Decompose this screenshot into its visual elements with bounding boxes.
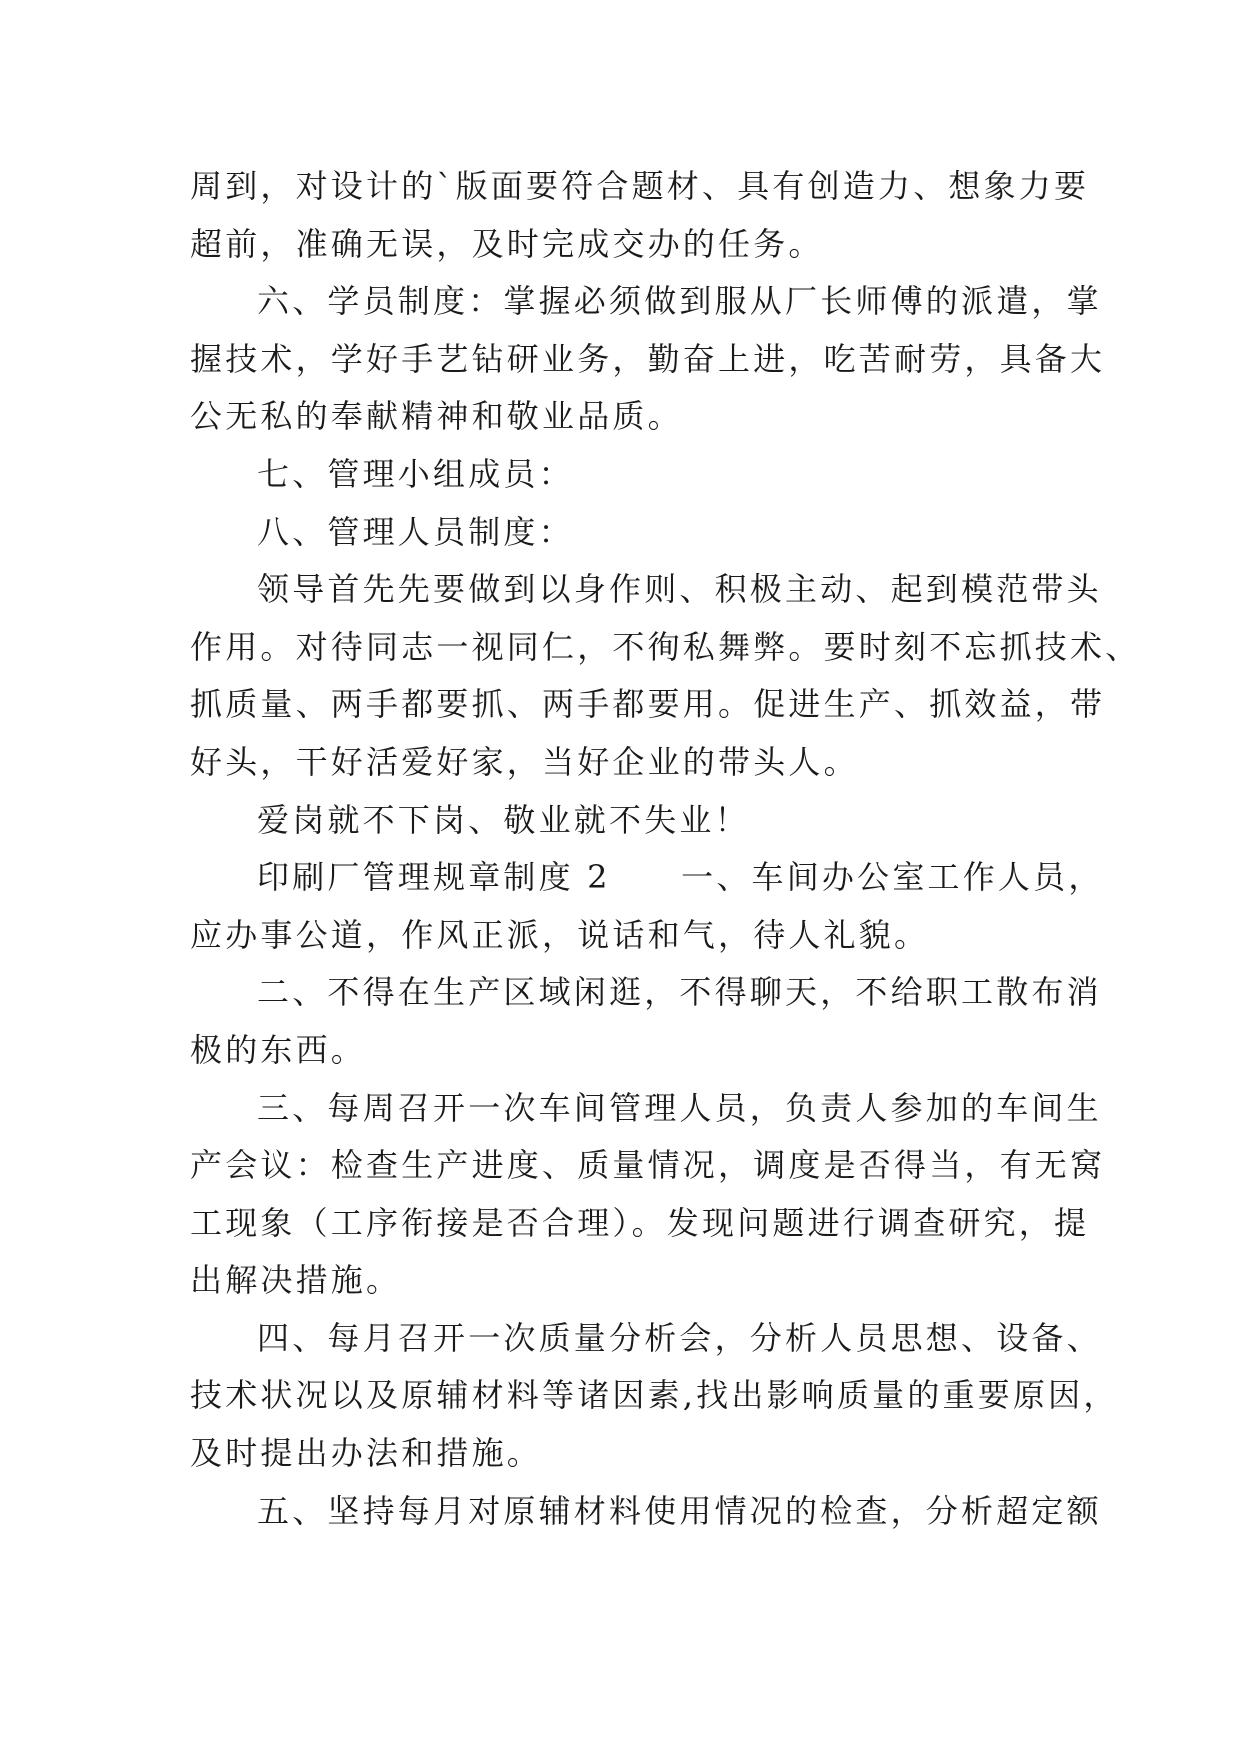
text-line: 工现象（工序衔接是否合理）。发现问题进行调查研究，提 <box>190 1203 1090 1242</box>
document-body <box>190 158 1141 1540</box>
text-line: 七、管理小组成员： <box>257 454 574 493</box>
paragraph <box>190 849 1104 964</box>
text-line: 好头，干好活爱好家，当好企业的带头人。 <box>190 742 859 781</box>
text-line: 公无私的奉献精神和敬业品质。 <box>190 397 683 436</box>
paragraph <box>190 158 1090 273</box>
text-line: 抓质量、两手都要抓、两手都要用。促进生产、抓效益，带 <box>190 685 1106 724</box>
text-line: 出解决措施。 <box>190 1261 402 1300</box>
paragraph <box>190 446 1070 504</box>
paragraph <box>190 792 1070 850</box>
text-line: 技术状况以及原辅材料等诸因素,找出影响质量的重要原因， <box>190 1376 1119 1415</box>
text-line: 握技术，学好手艺钻研业务，勤奋上进，吃苦耐劳，具备大 <box>190 339 1106 378</box>
paragraph <box>190 1483 1102 1541</box>
text-line: 产会议：检查生产进度、质量情况，调度是否得当，有无窝 <box>190 1146 1106 1185</box>
text-line: 印刷厂管理规章制度 2 一、车间办公室工作人员， <box>257 858 1104 897</box>
text-line: 五、坚持每月对原辅材料使用情况的检查，分析超定额 <box>257 1491 1102 1530</box>
text-line: 超前，准确无误，及时完成交办的任务。 <box>190 224 824 263</box>
paragraph <box>190 504 1070 562</box>
text-line: 周到，对设计的`版面要符合题材、具有创造力、想象力要 <box>190 167 1090 205</box>
paragraph <box>190 273 1106 446</box>
text-line: 爱岗就不下岗、敬业就不失业！ <box>257 800 750 839</box>
text-line: 作用。对待同志一视同仁，不徇私舞弊。要时刻不忘抓技术、 <box>190 627 1141 666</box>
text-line: 四、每月召开一次质量分析会，分析人员思想、设备、 <box>257 1318 1102 1357</box>
paragraph <box>190 1310 1119 1483</box>
paragraph <box>190 1080 1106 1310</box>
paragraph <box>190 964 1102 1079</box>
paragraph <box>190 561 1141 791</box>
text-line: 领导首先先要做到以身作则、积极主动、起到模范带头 <box>257 570 1102 609</box>
text-line: 六、学员制度：掌握必须做到服从厂长师傅的派遣，掌 <box>257 282 1102 321</box>
text-line: 应办事公道，作风正派，说话和气，待人礼貌。 <box>190 915 930 954</box>
text-line: 八、管理人员制度： <box>257 512 574 551</box>
text-line: 二、不得在生产区域闲逛，不得聊天，不给职工散布消 <box>257 973 1102 1012</box>
text-line: 及时提出办法和措施。 <box>190 1434 543 1473</box>
text-line: 极的东西。 <box>190 1030 367 1069</box>
text-line: 三、每周召开一次车间管理人员，负责人参加的车间生 <box>257 1088 1102 1127</box>
